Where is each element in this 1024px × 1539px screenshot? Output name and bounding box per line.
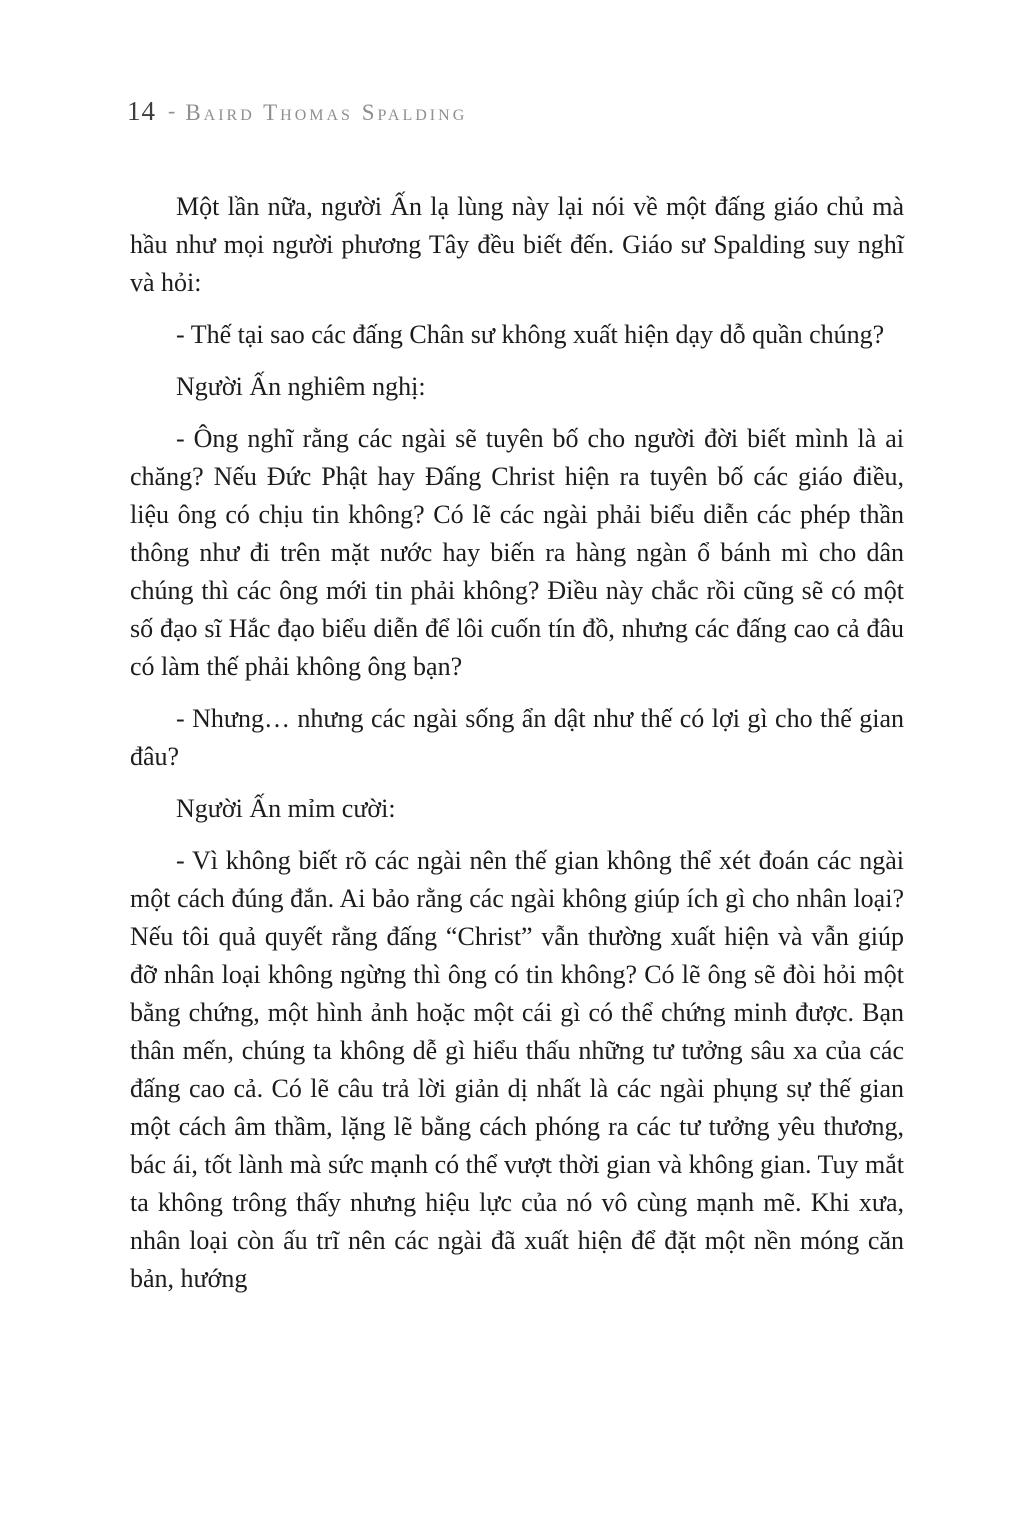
paragraph-dialogue-question-1: - Thế tại sao các đấng Chân sư không xuất hiện dạy dỗ quần chúng? xyxy=(176,320,885,349)
paragraph-dialogue-question-2: - Nhưng… nhưng các ngài sống ẩn dật như thế có lợi gì cho thế gian đâu? xyxy=(130,704,904,771)
paragraph-dialogue-answer-1: - Ông nghĩ rằng các ngài sẽ tuyên bố cho người đời biết mình là ai chăng? Nếu Đức Phật hay Đấng Christ hiện ra tuyên bố các giáo điều, liệu ông có chịu tin không? Có lẽ các ngài phải biểu diễn các phép thần thông như đi trên mặt nước hay biến ra hàng ngàn ổ bánh mì cho dân chúng thì các ông mới tin phải không? Điều này chắc rồi cũng sẽ có một số đạo sĩ Hắc đạo biểu diễn để lôi cuốn tín đồ, nhưng các đấng cao cả đâu có làm thế phải không ông bạn? xyxy=(130,424,904,681)
header-separator: - xyxy=(168,98,176,123)
body-text xyxy=(130,188,904,1312)
paragraph-narration-2: Người Ấn nghiêm nghị: xyxy=(176,372,426,401)
paragraph-narration-1: Một lần nữa, người Ấn lạ lùng này lại nói về một đấng giáo chủ mà hầu như mọi người phương Tây đều biết đến. Giáo sư Spalding suy nghĩ và hỏi: xyxy=(130,192,904,297)
running-title: Baird Thomas Spalding xyxy=(185,100,468,125)
paragraph-narration-3: Người Ấn mỉm cười: xyxy=(176,794,396,823)
running-header xyxy=(127,96,903,127)
page-number: 14 xyxy=(127,96,156,126)
paragraph-dialogue-answer-2: - Vì không biết rõ các ngài nên thế gian không thể xét đoán các ngài một cách đúng đắn. Ai bảo rằng các ngài không giúp ích gì cho nhân loại? Nếu tôi quả quyết rằng đấng “Christ” vẫn thường xuất hiện và vẫn giúp đỡ nhân loại không ngừng thì ông có tin không? Có lẽ ông sẽ đòi hỏi một bằng chứng, một hình ảnh hoặc một cái gì có thể chứng minh được. Bạn thân mến, chúng ta không dễ gì hiểu thấu những tư tưởng sâu xa của các đấng cao cả. Có lẽ câu trả lời giản dị nhất là các ngài phụng sự thế gian một cách âm thầm, lặng lẽ bằng cách phóng ra các tư tưởng yêu thương, bác ái, tốt lành mà sức mạnh có thể vượt thời gian và không gian. Tuy mắt ta không trông thấy nhưng hiệu lực của nó vô cùng mạnh mẽ. Khi xưa, nhân loại còn ấu trĩ nên các ngài đã xuất hiện để đặt một nền móng căn bản, hướng xyxy=(130,846,904,1293)
